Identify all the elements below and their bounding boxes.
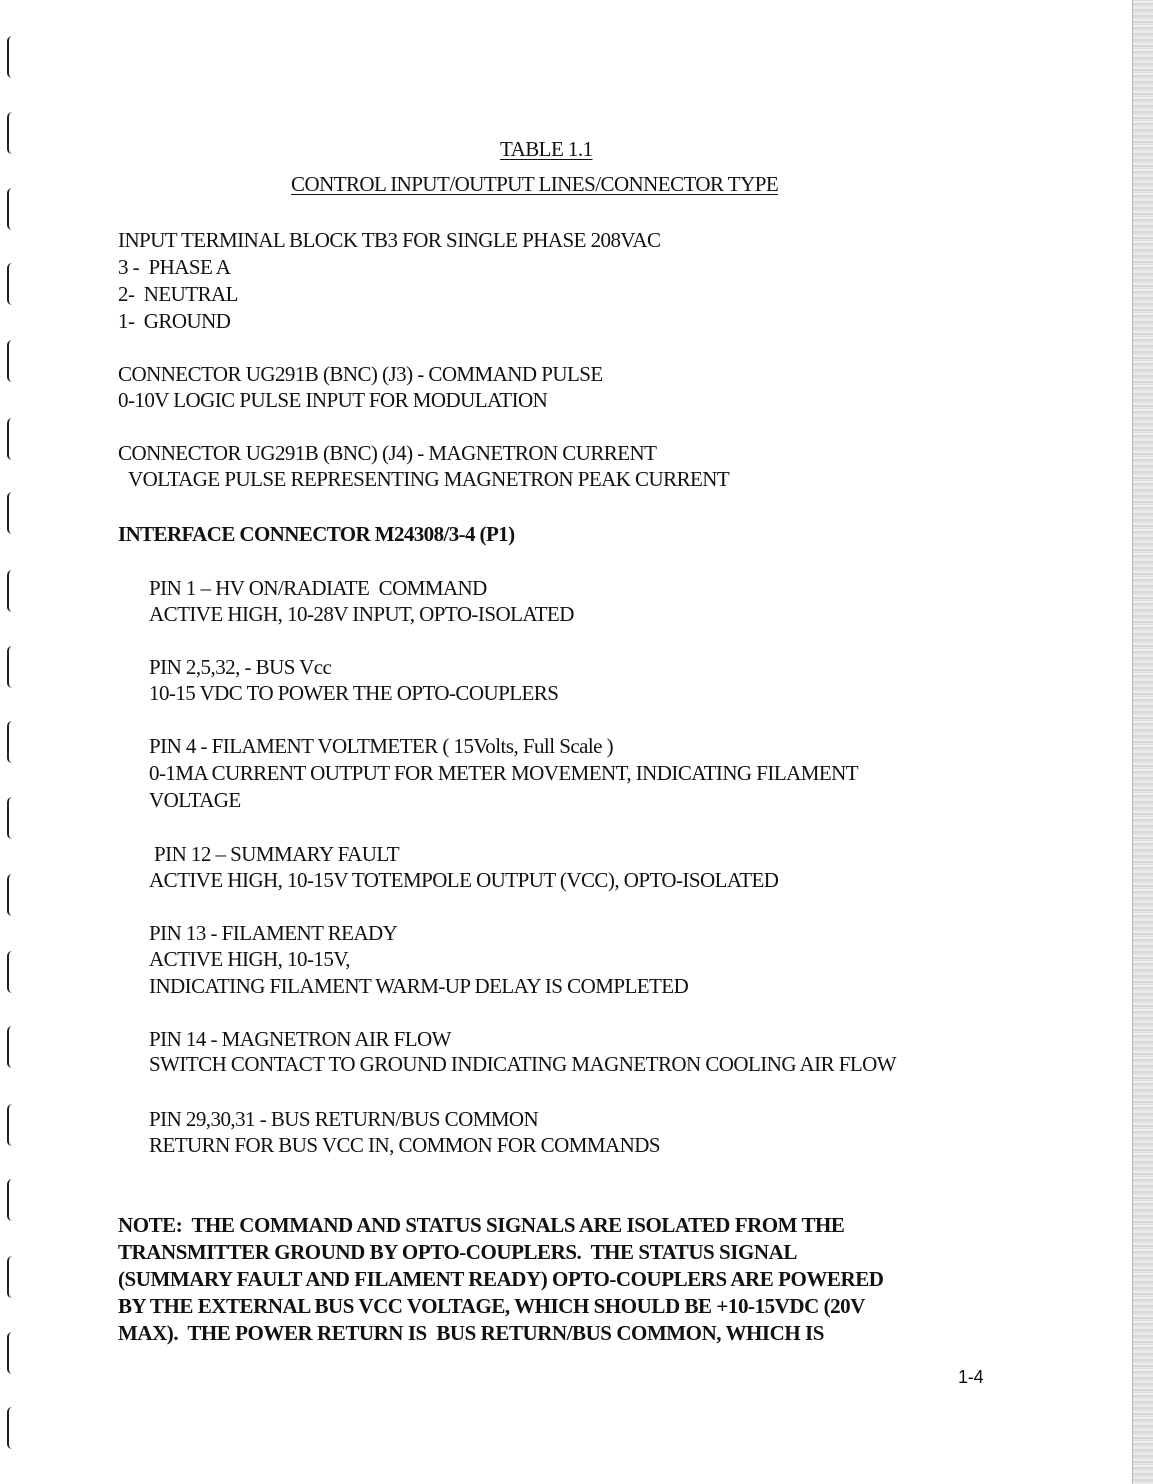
binding-mark (7, 188, 14, 230)
pin-12-title: PIN 12 – SUMMARY FAULT (154, 842, 400, 866)
pin-14-detail: SWITCH CONTACT TO GROUND INDICATING MAGNETRON COOLING AIR FLOW (149, 1052, 897, 1076)
binding-mark (7, 1332, 14, 1374)
connector-j4-heading: CONNECTOR UG291B (BNC) (J4) - MAGNETRON CURRENT (118, 441, 657, 465)
binding-mark (7, 1104, 14, 1146)
pin-13-detail-line-2: INDICATING FILAMENT WARM-UP DELAY IS COMPLETED (149, 974, 689, 998)
table-title: CONTROL INPUT/OUTPUT LINES/CONNECTOR TYPE (291, 172, 779, 196)
binding-mark (7, 570, 14, 612)
pin-2-5-32-detail: 10-15 VDC TO POWER THE OPTO-COUPLERS (149, 681, 559, 705)
binding-mark (7, 263, 14, 305)
right-page-edge (1132, 0, 1153, 1484)
input-phase-line: 3 - PHASE A (118, 255, 231, 279)
pin-14-title: PIN 14 - MAGNETRON AIR FLOW (149, 1027, 451, 1051)
connector-j3-detail: 0-10V LOGIC PULSE INPUT FOR MODULATION (118, 388, 548, 412)
page-number: 1-4 (958, 1367, 984, 1387)
binding-mark (7, 1407, 14, 1449)
binding-mark (7, 340, 14, 382)
binding-mark (7, 1179, 14, 1221)
pin-29-30-31-title: PIN 29,30,31 - BUS RETURN/BUS COMMON (149, 1107, 539, 1131)
note-line-4: BY THE EXTERNAL BUS VCC VOLTAGE, WHICH SHOULD BE +10-15VDC (20V (118, 1294, 865, 1318)
binding-mark (7, 492, 14, 534)
interface-connector-heading: INTERFACE CONNECTOR M24308/3-4 (P1) (118, 522, 515, 546)
connector-j3-heading: CONNECTOR UG291B (BNC) (J3) - COMMAND PULSE (118, 362, 603, 386)
input-block-heading: INPUT TERMINAL BLOCK TB3 FOR SINGLE PHASE 208VAC (118, 228, 661, 252)
binding-mark (7, 951, 14, 993)
pin-4-detail-line-1: 0-1MA CURRENT OUTPUT FOR METER MOVEMENT, INDICATING FILAMENT (149, 761, 859, 785)
pin-1-detail: ACTIVE HIGH, 10-28V INPUT, OPTO-ISOLATED (149, 602, 574, 626)
note-line-5: MAX). THE POWER RETURN IS BUS RETURN/BUS COMMON, WHICH IS (118, 1321, 825, 1345)
pin-13-title: PIN 13 - FILAMENT READY (149, 921, 398, 945)
binding-mark (7, 418, 14, 460)
binding-mark (7, 646, 14, 688)
pin-13-detail-line-1: ACTIVE HIGH, 10-15V, (149, 947, 350, 971)
binding-mark (7, 36, 14, 78)
pin-4-title: PIN 4 - FILAMENT VOLTMETER ( 15Volts, Full Scale ) (149, 734, 614, 758)
note-line-2: TRANSMITTER GROUND BY OPTO-COUPLERS. THE STATUS SIGNAL (118, 1240, 797, 1264)
table-number: TABLE 1.1 (500, 137, 593, 161)
pin-4-detail-line-2: VOLTAGE (149, 788, 241, 812)
binding-edge-marks (0, 0, 20, 1484)
binding-mark (7, 112, 14, 154)
pin-2-5-32-title: PIN 2,5,32, - BUS Vcc (149, 655, 332, 679)
binding-mark (7, 1026, 14, 1068)
input-neutral-line: 2- NEUTRAL (118, 282, 238, 306)
input-ground-line: 1- GROUND (118, 309, 231, 333)
binding-mark (7, 874, 14, 916)
binding-mark (7, 797, 14, 839)
note-line-3: (SUMMARY FAULT AND FILAMENT READY) OPTO-COUPLERS ARE POWERED (118, 1267, 884, 1291)
binding-mark (7, 721, 14, 763)
binding-mark (7, 1256, 14, 1298)
pin-1-title: PIN 1 – HV ON/RADIATE COMMAND (149, 576, 487, 600)
pin-29-30-31-detail: RETURN FOR BUS VCC IN, COMMON FOR COMMANDS (149, 1133, 660, 1157)
connector-j4-detail: VOLTAGE PULSE REPRESENTING MAGNETRON PEAK CURRENT (128, 467, 730, 491)
pin-12-detail: ACTIVE HIGH, 10-15V TOTEMPOLE OUTPUT (VCC), OPTO-ISOLATED (149, 868, 779, 892)
note-line-1: NOTE: THE COMMAND AND STATUS SIGNALS ARE ISOLATED FROM THE (118, 1213, 845, 1237)
